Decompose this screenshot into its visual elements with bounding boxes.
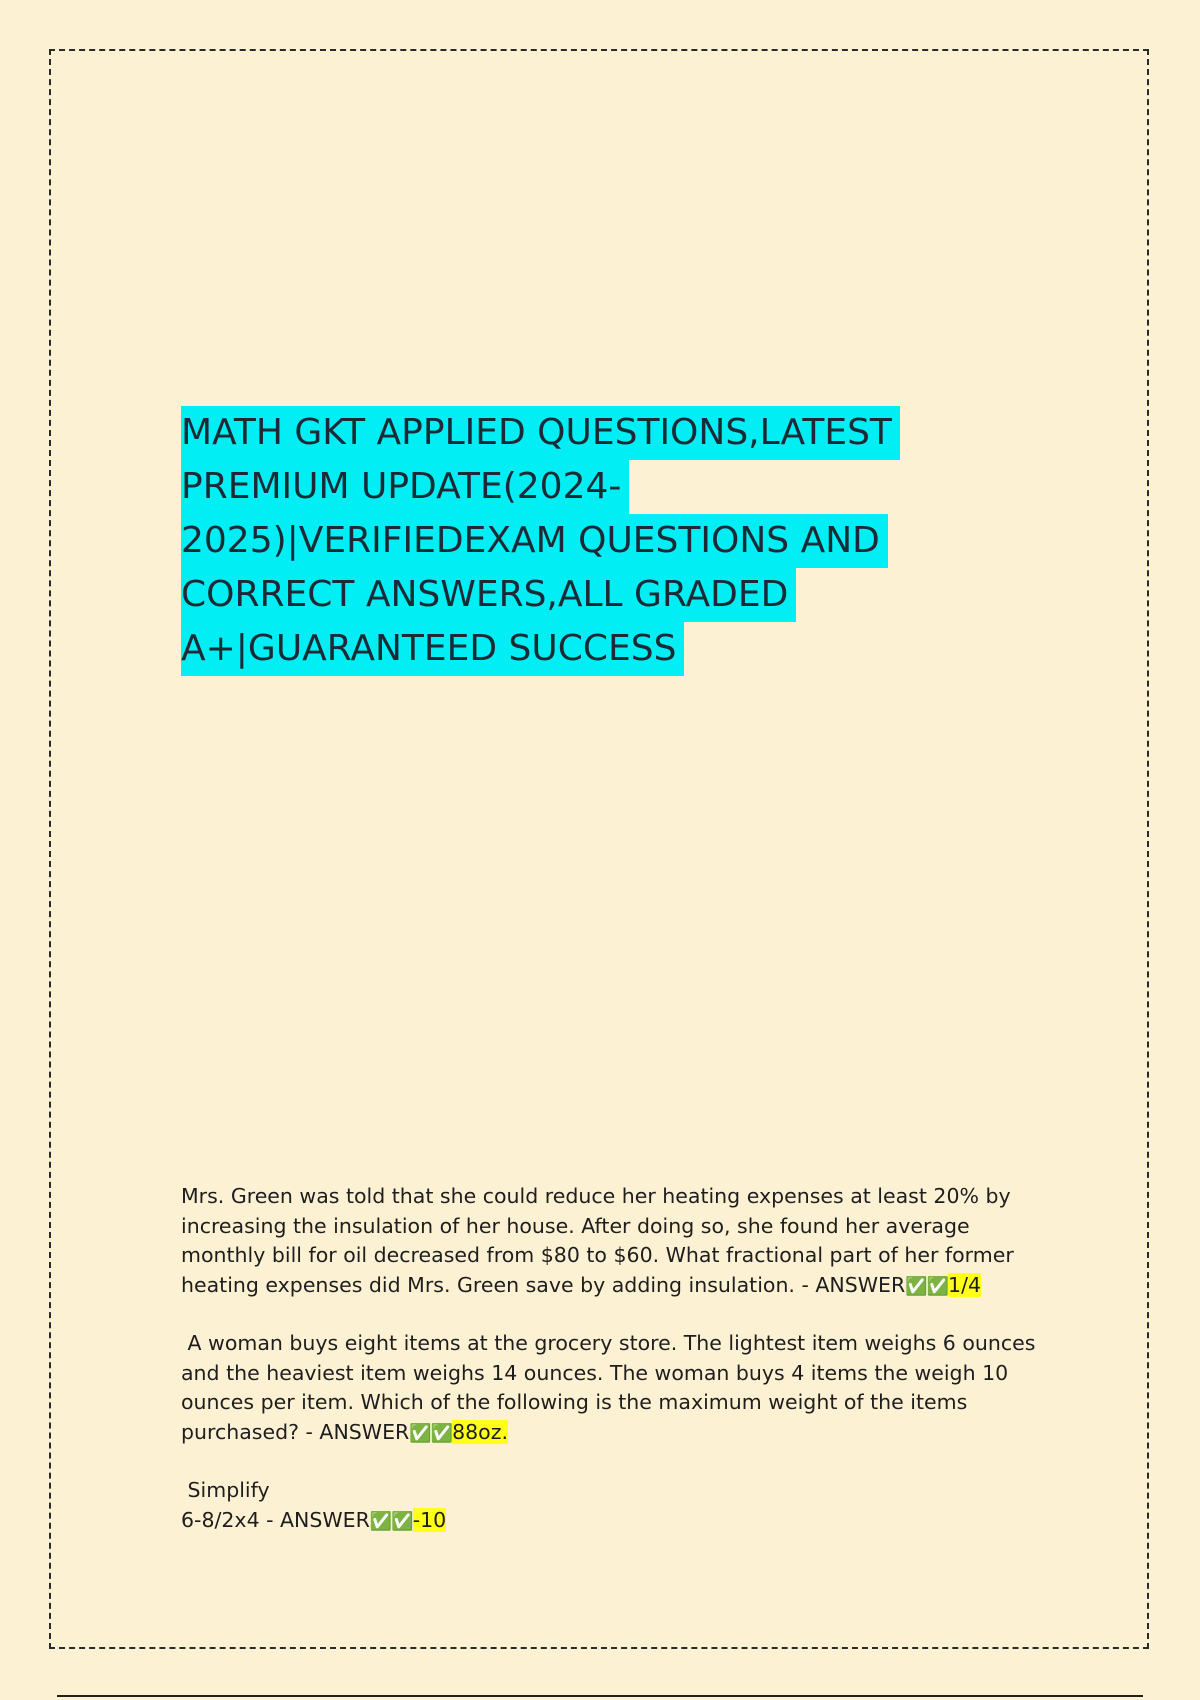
title-line: PREMIUM UPDATE(2024- [181, 460, 629, 514]
answer-value: 88oz. [452, 1419, 508, 1444]
answer-prefix: heating expenses did Mrs. Green save by adding insulation. - ANSWER [181, 1272, 906, 1297]
checkmark-icon: ✅✅ [369, 1510, 413, 1532]
title-line: 2025)|VERIFIEDEXAM QUESTIONS AND [181, 514, 888, 568]
question-answer-line [181, 1271, 1011, 1302]
answer-prefix: 6-8/2x4 - ANSWER [181, 1507, 370, 1532]
bottom-divider [57, 1695, 1143, 1697]
question-block [181, 1182, 1014, 1301]
answer-value: 1/4 [948, 1272, 982, 1297]
question-text-line: ounces per item. Which of the following is the maximum weight of the items [181, 1390, 968, 1414]
title-line: MATH GKT APPLIED QUESTIONS,LATEST [181, 406, 900, 460]
question-block [181, 1476, 1011, 1536]
question-text-line: Mrs. Green was told that she could reduce her heating expenses at least 20% by [181, 1184, 1011, 1208]
question-block [181, 1329, 1036, 1448]
answer-prefix: purchased? - ANSWER [181, 1419, 410, 1444]
checkmark-icon: ✅✅ [905, 1275, 949, 1297]
question-answer-line [181, 1418, 1011, 1449]
question-text-line: increasing the insulation of her house. After doing so, she found her average [181, 1213, 970, 1238]
answer-value: -10 [412, 1507, 447, 1532]
question-text-line: and the heaviest item weighs 14 ounces. The woman buys 4 items the weigh 10 [181, 1360, 1009, 1385]
title-line: CORRECT ANSWERS,ALL GRADED [181, 568, 796, 622]
question-text-line: Simplify [181, 1478, 270, 1502]
question-text-line: A woman buys eight items at the grocery store. The lightest item weighs 6 ounces [181, 1331, 1036, 1355]
title-line: A+|GUARANTEED SUCCESS [181, 622, 684, 676]
checkmark-icon: ✅✅ [409, 1422, 453, 1444]
document-title [181, 406, 941, 676]
question-text-line: monthly bill for oil decreased from $80 to $60. What fractional part of her former [181, 1243, 1014, 1267]
question-answer-line [181, 1506, 1011, 1537]
